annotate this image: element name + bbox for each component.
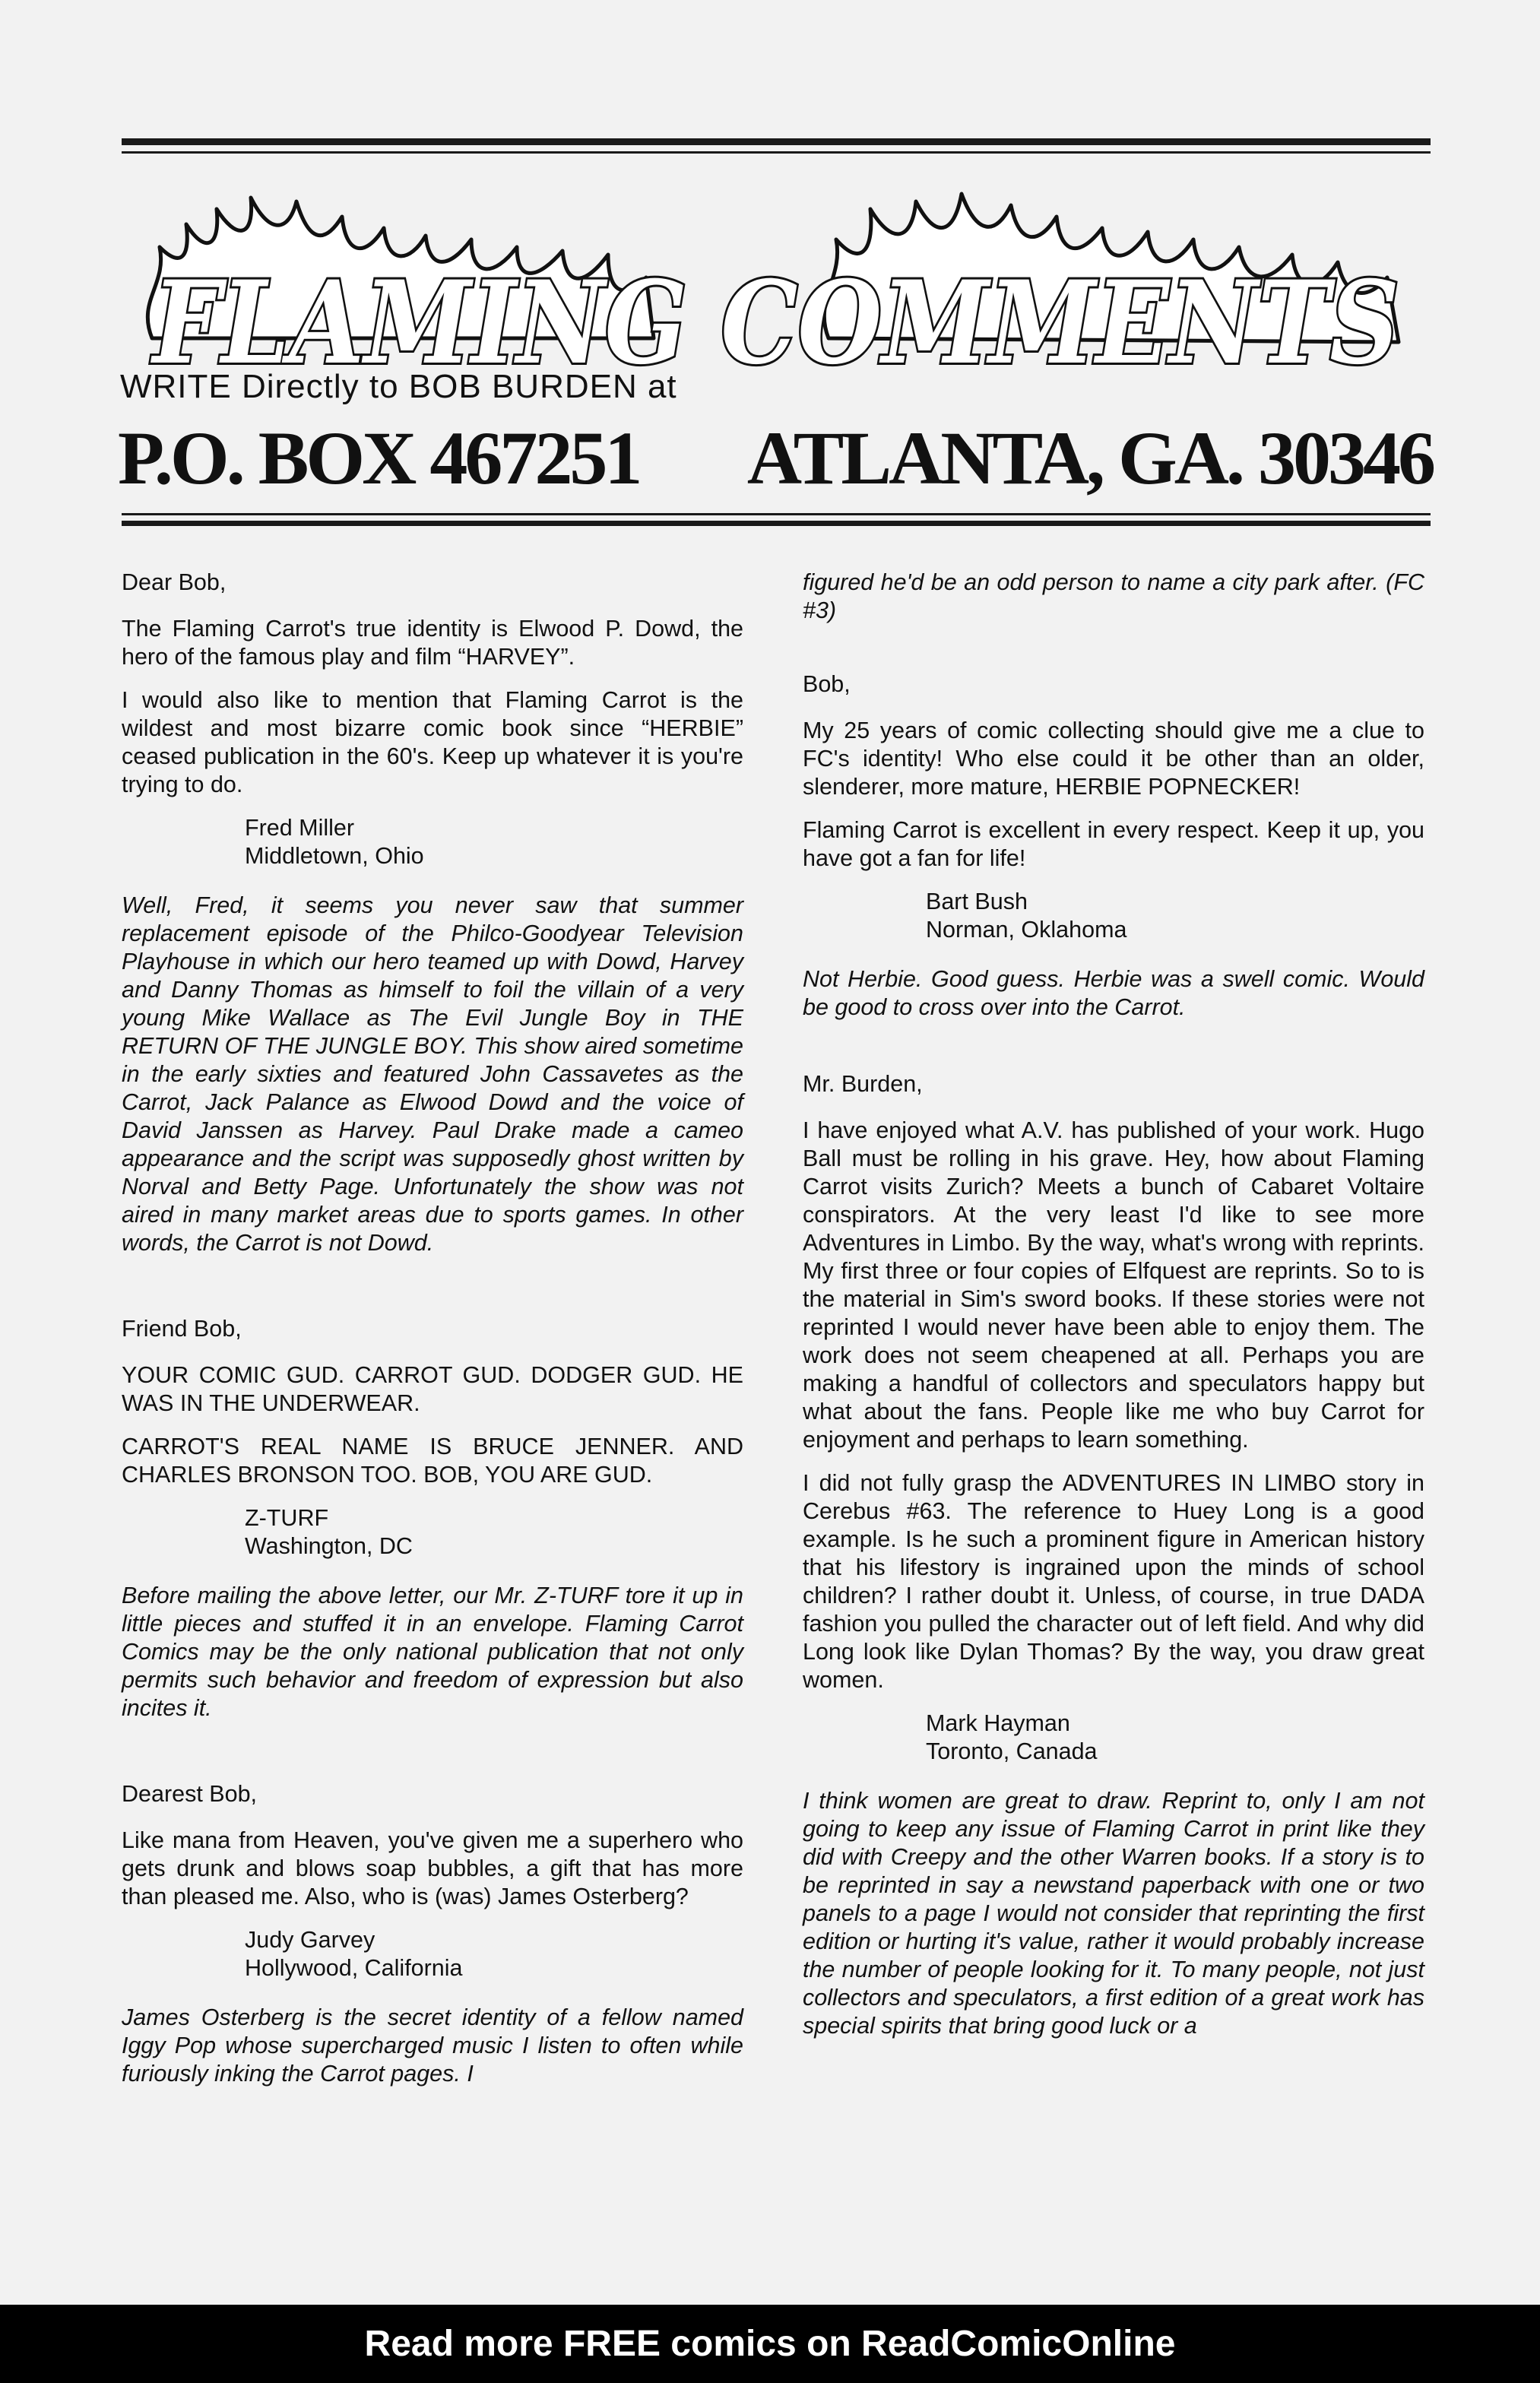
editor-reply: James Osterberg is the secret identity of a fellow named Iggy Pop whose supercharged music I listen to often while furiously inking the Carrot pages. I	[122, 2004, 743, 2087]
mailing-address	[118, 417, 1433, 500]
signature	[245, 814, 743, 870]
right-column	[803, 569, 1424, 2055]
editor-reply: I think women are great to draw. Reprint to, only I am not going to keep any issue of Flaming Carrot in print like they did with Creepy and the other Warren books. If a story is to be reprinted in say a newstand paperback with one or two panels to a page I would not consider that reprinting the first edition or hurting it's value, rather it would probably increase the number of people looking for it. To many people, not just collectors and speculators, a first edition of a great work has special spirits that bring good luck or a	[803, 1788, 1424, 2039]
read-more-banner[interactable]: Read more FREE comics on ReadComicOnline	[0, 2305, 1540, 2383]
signature-place: Washington, DC	[245, 1533, 413, 1559]
signature	[926, 1710, 1424, 1766]
letter-paragraph: I would also like to mention that Flaming Carrot is the wildest and most bizarre comic book since “HERBIE” ceased publication in the 60's. Keep up whatever it is you're trying to do.	[122, 687, 743, 797]
salutation: Bob,	[803, 671, 851, 697]
signature-place: Hollywood, California	[245, 1955, 463, 1981]
signature-place: Middletown, Ohio	[245, 843, 424, 869]
write-directly-line: WRITE Directly to BOB BURDEN at	[120, 368, 677, 405]
editor-reply-continued: figured he'd be an odd person to name a city park after. (FC #3)	[803, 569, 1424, 623]
letter-paragraph: CARROT'S REAL NAME IS BRUCE JENNER. AND CHARLES BRONSON TOO. BOB, YOU ARE GUD.	[122, 1434, 743, 1488]
header-top-rule-thin	[122, 151, 1431, 154]
letter-bart-bush	[803, 670, 1424, 1022]
letter-paragraph: I have enjoyed what A.V. has published of your work. Hugo Ball must be rolling in his grave. Hey, how about Flaming Carrot visits Zurich? Meets a bunch of Cabaret Voltaire conspirators. At the very least I'd like to see more Adventures in Limbo. By the way, what's wrong with reprints. My first three or four copies of Elfquest are reprints. So to is the material in Sim's sword books. If these stories were not reprinted I would never have been able to enjoy them. The work does not seem cheapened at all. Perhaps you are making a handful of collectors and speculators happy but what about the fans. People like me who buy Carrot for enjoyment and perhaps to learn something.	[803, 1117, 1424, 1453]
header-bottom-rule-thick	[122, 521, 1431, 526]
signature-name: Mark Hayman	[926, 1710, 1070, 1736]
editor-reply: Not Herbie. Good guess. Herbie was a swell comic. Would be good to cross over into the Carrot.	[803, 966, 1424, 1020]
header-bottom-rule-thin	[122, 513, 1431, 515]
letter-paragraph: Flaming Carrot is excellent in every respect. Keep it up, you have got a fan for life!	[803, 817, 1424, 871]
salutation: Mr. Burden,	[803, 1071, 923, 1097]
letter-mark-hayman	[803, 1070, 1424, 2040]
letter-paragraph: I did not fully grasp the ADVENTURES IN LIMBO story in Cerebus #63. The reference to Huey Long is a good example. Is he such a prominent figure in American history that his lifestory is ingrained upon the minds of school children? I rather doubt it. Unless, of course, in true DADA fashion you pulled the character out of left field. And why did Long look like Dylan Thomas? By the way, you draw great women.	[803, 1470, 1424, 1693]
header-top-rule-thick	[122, 138, 1431, 145]
letter-fred-miller	[122, 569, 743, 1257]
logo-text: FLAMING COMMENTS	[150, 256, 1399, 390]
signature	[245, 1926, 743, 1982]
signature-place: Toronto, Canada	[926, 1738, 1098, 1764]
letter-judy-garvey	[122, 1780, 743, 2088]
city-state-zip: ATLANTA, GA. 30346	[746, 416, 1433, 500]
signature	[926, 888, 1424, 944]
signature-name: Fred Miller	[245, 815, 355, 841]
editor-reply: Before mailing the above letter, our Mr. Z-TURF tore it up in little pieces and stuffed it in an envelope. Flaming Carrot Comics may be the only national publication that not only permits such behavior and freedom of expression but also incites it.	[122, 1583, 743, 1721]
left-column	[122, 569, 743, 2103]
salutation: Dear Bob,	[122, 569, 227, 595]
letter-z-turf	[122, 1315, 743, 1722]
signature-name: Judy Garvey	[245, 1927, 375, 1953]
salutation: Friend Bob,	[122, 1316, 242, 1342]
letter-paragraph: Like mana from Heaven, you've given me a superhero who gets drunk and blows soap bubbles, a gift that has more than pleased me. Also, who is (was) James Osterberg?	[122, 1827, 743, 1909]
editor-reply: Well, Fred, it seems you never saw that summer replacement episode of the Philco-Goodyear Television Playhouse in which our hero teamed up with Dowd, Harvey and Danny Thomas as himself to foil the villain of a very young Mike Wallace as The Evil Jungle Boy in THE RETURN OF THE JUNGLE BOY. This show aired sometime in the early sixties and featured John Cassavetes as the Carrot, Jack Palance as Elwood Dowd and the voice of David Janssen as Harvey. Paul Drake made a cameo appearance and the script was supposedly ghost written by Norval and Betty Page. Unfortunately the show was not aired in many market areas due to sports games. In other words, the Carrot is not Dowd.	[122, 892, 743, 1256]
letter-paragraph: The Flaming Carrot's true identity is Elwood P. Dowd, the hero of the famous play and film “HARVEY”.	[122, 616, 743, 670]
letter-paragraph: YOUR COMIC GUD. CARROT GUD. DODGER GUD. HE WAS IN THE UNDERWEAR.	[122, 1362, 743, 1416]
letter-paragraph: My 25 years of comic collecting should give me a clue to FC's identity! Who else could it be other than an older, slenderer, more mature, HERBIE POPNECKER!	[803, 718, 1424, 800]
signature-name: Z-TURF	[245, 1505, 329, 1531]
signature-name: Bart Bush	[926, 889, 1028, 914]
salutation: Dearest Bob,	[122, 1781, 258, 1807]
po-box: P.O. BOX 467251	[118, 416, 640, 500]
signature	[245, 1504, 743, 1561]
flaming-comments-logo	[122, 163, 1431, 391]
signature-place: Norman, Oklahoma	[926, 917, 1127, 943]
